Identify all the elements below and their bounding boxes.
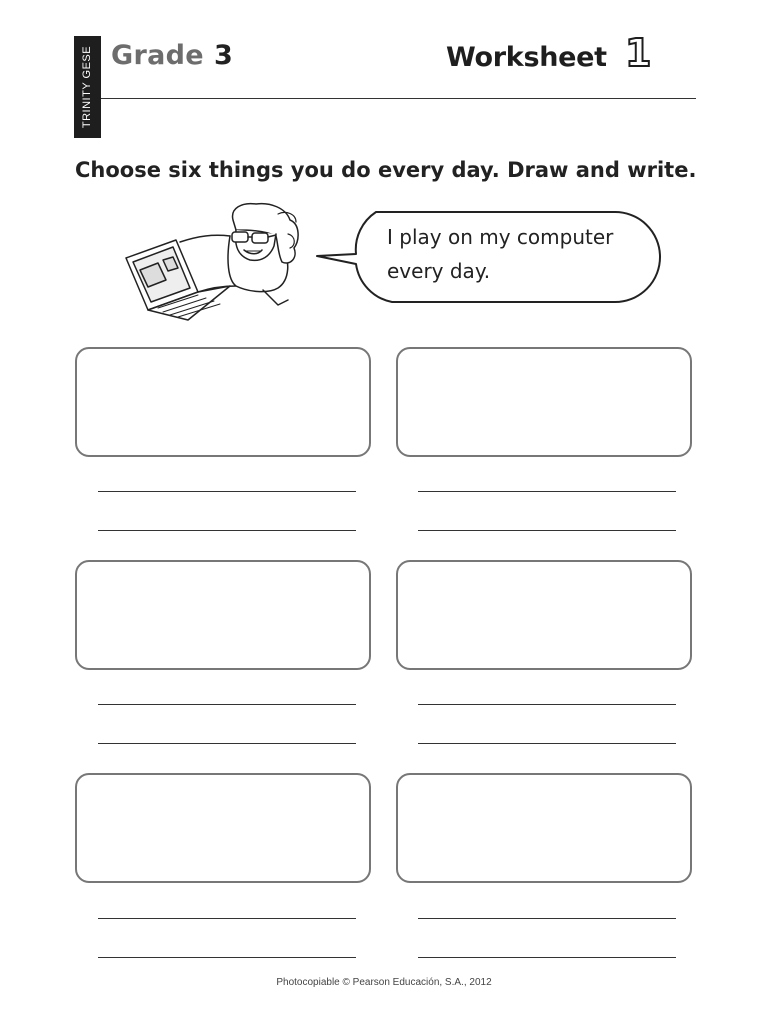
speech-bubble-text [387, 220, 657, 288]
worksheet-number: 1 [625, 31, 652, 75]
grade-number: 3 [214, 40, 233, 71]
speech-line-1: I play on my computer [387, 225, 614, 249]
drawing-box-2[interactable] [396, 347, 692, 457]
worksheet-label: Worksheet [446, 42, 607, 73]
writing-line[interactable] [98, 491, 356, 492]
writing-line[interactable] [98, 743, 356, 744]
side-tab [74, 36, 101, 138]
writing-line[interactable] [98, 704, 356, 705]
writing-line[interactable] [418, 957, 676, 958]
side-tab-label: TRINITY GESE [81, 45, 94, 129]
writing-line[interactable] [98, 957, 356, 958]
grade-label: Grade [111, 40, 204, 71]
drawing-box-1[interactable] [75, 347, 371, 457]
drawing-box-4[interactable] [396, 560, 692, 670]
writing-line[interactable] [418, 530, 676, 531]
writing-line[interactable] [98, 530, 356, 531]
writing-line[interactable] [418, 491, 676, 492]
copyright-footer: Photocopiable © Pearson Educación, S.A., 2012 [276, 977, 492, 988]
drawing-box-6[interactable] [396, 773, 692, 883]
writing-line[interactable] [98, 918, 356, 919]
instruction-text: Choose six things you do every day. Draw and write. [75, 158, 697, 182]
drawing-box-5[interactable] [75, 773, 371, 883]
drawing-box-3[interactable] [75, 560, 371, 670]
header-divider [101, 98, 696, 99]
writing-line[interactable] [418, 704, 676, 705]
girl-with-laptop-illustration [118, 200, 318, 330]
speech-line-2: every day. [387, 259, 491, 283]
writing-line[interactable] [418, 918, 676, 919]
writing-line[interactable] [418, 743, 676, 744]
